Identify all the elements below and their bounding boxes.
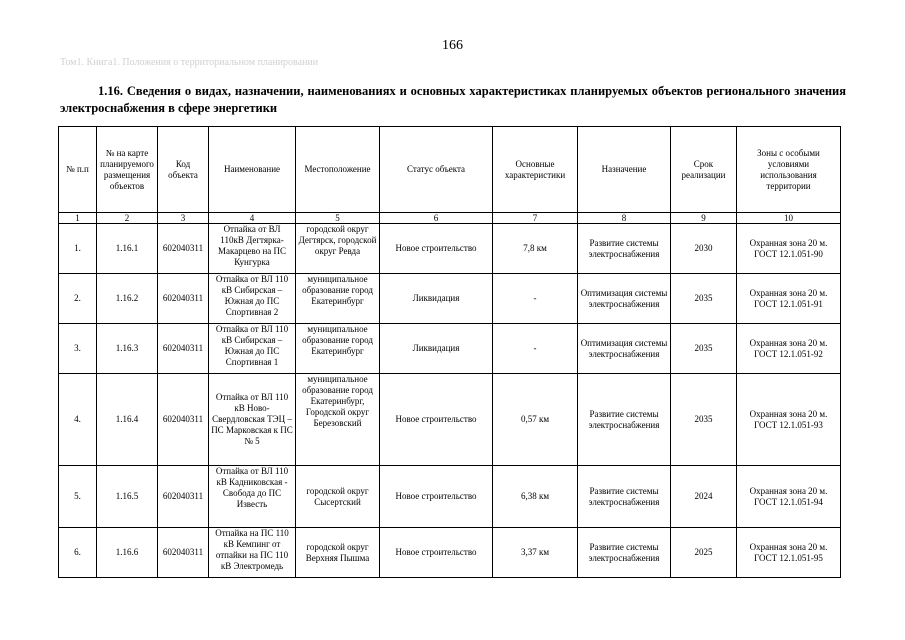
column-header: Статус объекта <box>380 127 493 213</box>
column-header: Зоны с особыми условиями использования территории <box>737 127 841 213</box>
object-name: Отпайка от ВЛ 110 кВ Сибирская – Южная до ПС Спортивная 1 <box>209 324 296 374</box>
column-number: 6 <box>380 213 493 224</box>
object-purpose: Развитие системы электроснабжения <box>578 224 671 274</box>
object-status: Ликвидация <box>380 324 493 374</box>
row-number: 6. <box>59 528 97 578</box>
running-header: Том1. Книга1. Положения о территориальном планировании <box>60 57 319 68</box>
row-number: 4. <box>59 374 97 466</box>
map-number: 1.16.1 <box>97 224 158 274</box>
object-location: городской округ Сысертский <box>296 466 380 528</box>
object-name: Отпайка на ПС 110 кВ Кемпинг от отпайки на ПС 110 кВ Электромедь <box>209 528 296 578</box>
column-number: 2 <box>97 213 158 224</box>
object-location: муниципальное образование город Екатеринбург <box>296 324 380 374</box>
map-number: 1.16.3 <box>97 324 158 374</box>
column-header: Местоположение <box>296 127 380 213</box>
object-characteristics: 0,57 км <box>493 374 578 466</box>
object-name: Отпайка от ВЛ 110 кВ Сибирская – Южная до ПС Спортивная 2 <box>209 274 296 324</box>
object-status: Новое строительство <box>380 466 493 528</box>
protection-zone: Охранная зона 20 м. ГОСТ 12.1.051-92 <box>737 324 841 374</box>
object-name: Отпайка от ВЛ 110 кВ Ново-Свердловская ТЭЦ – ПС Марковская к ПС № 5 <box>209 374 296 466</box>
column-number: 1 <box>59 213 97 224</box>
table-row <box>59 224 841 274</box>
column-header: № п.п <box>59 127 97 213</box>
table-row <box>59 374 841 466</box>
object-purpose: Оптимизация системы электроснабжения <box>578 274 671 324</box>
column-number: 3 <box>158 213 209 224</box>
column-header: Основные характеристики <box>493 127 578 213</box>
object-location: городской округ Дегтярск, городской округ Ревда <box>296 224 380 274</box>
column-number: 4 <box>209 213 296 224</box>
object-characteristics: - <box>493 274 578 324</box>
column-header: Назначение <box>578 127 671 213</box>
column-header: Наименование <box>209 127 296 213</box>
column-header: № на карте планируемого размещения объектов <box>97 127 158 213</box>
object-code: 602040311 <box>158 224 209 274</box>
row-number: 2. <box>59 274 97 324</box>
protection-zone: Охранная зона 20 м. ГОСТ 12.1.051-91 <box>737 274 841 324</box>
object-characteristics: 7,8 км <box>493 224 578 274</box>
section-title: 1.16. Сведения о видах, назначении, наименованиях и основных характеристиках планируемых объектов регионального значения электроснабжения в сфере энергетики <box>60 84 846 115</box>
object-purpose: Развитие системы электроснабжения <box>578 528 671 578</box>
table-row <box>59 274 841 324</box>
map-number: 1.16.2 <box>97 274 158 324</box>
implementation-term: 2030 <box>671 224 737 274</box>
object-name: Отпайка от ВЛ 110 кВ Кадниковская - Свобода до ПС Известь <box>209 466 296 528</box>
implementation-term: 2035 <box>671 274 737 324</box>
map-number: 1.16.5 <box>97 466 158 528</box>
map-number: 1.16.6 <box>97 528 158 578</box>
object-status: Новое строительство <box>380 224 493 274</box>
table-row <box>59 528 841 578</box>
column-header: Срок реализации <box>671 127 737 213</box>
object-code: 602040311 <box>158 274 209 324</box>
row-number: 1. <box>59 224 97 274</box>
object-status: Новое строительство <box>380 374 493 466</box>
column-number: 10 <box>737 213 841 224</box>
column-number-row <box>59 213 841 224</box>
object-location: городской округ Верхняя Пышма <box>296 528 380 578</box>
object-purpose: Оптимизация системы электроснабжения <box>578 324 671 374</box>
object-name: Отпайка от ВЛ 110кВ Дегтярка-Макарцево на ПС Кунгурка <box>209 224 296 274</box>
header-row <box>59 127 841 213</box>
column-number: 8 <box>578 213 671 224</box>
object-purpose: Развитие системы электроснабжения <box>578 374 671 466</box>
protection-zone: Охранная зона 20 м. ГОСТ 12.1.051-93 <box>737 374 841 466</box>
page-number: 166 <box>442 38 463 53</box>
row-number: 3. <box>59 324 97 374</box>
data-table <box>58 126 841 578</box>
object-code: 602040311 <box>158 528 209 578</box>
object-characteristics: 3,37 км <box>493 528 578 578</box>
column-number: 9 <box>671 213 737 224</box>
implementation-term: 2025 <box>671 528 737 578</box>
object-code: 602040311 <box>158 374 209 466</box>
protection-zone: Охранная зона 20 м. ГОСТ 12.1.051-94 <box>737 466 841 528</box>
object-characteristics: - <box>493 324 578 374</box>
row-number: 5. <box>59 466 97 528</box>
implementation-term: 2035 <box>671 374 737 466</box>
object-purpose: Развитие системы электроснабжения <box>578 466 671 528</box>
table-row <box>59 466 841 528</box>
column-number: 7 <box>493 213 578 224</box>
protection-zone: Охранная зона 20 м. ГОСТ 12.1.051-90 <box>737 224 841 274</box>
column-header: Код объекта <box>158 127 209 213</box>
object-status: Новое строительство <box>380 528 493 578</box>
implementation-term: 2024 <box>671 466 737 528</box>
object-status: Ликвидация <box>380 274 493 324</box>
map-number: 1.16.4 <box>97 374 158 466</box>
object-location: муниципальное образование город Екатеринбург, Городской округ Березовский <box>296 374 380 466</box>
protection-zone: Охранная зона 20 м. ГОСТ 12.1.051-95 <box>737 528 841 578</box>
implementation-term: 2035 <box>671 324 737 374</box>
object-location: муниципальное образование город Екатеринбург <box>296 274 380 324</box>
table-row <box>59 324 841 374</box>
object-code: 602040311 <box>158 324 209 374</box>
object-characteristics: 6,38 км <box>493 466 578 528</box>
object-code: 602040311 <box>158 466 209 528</box>
column-number: 5 <box>296 213 380 224</box>
